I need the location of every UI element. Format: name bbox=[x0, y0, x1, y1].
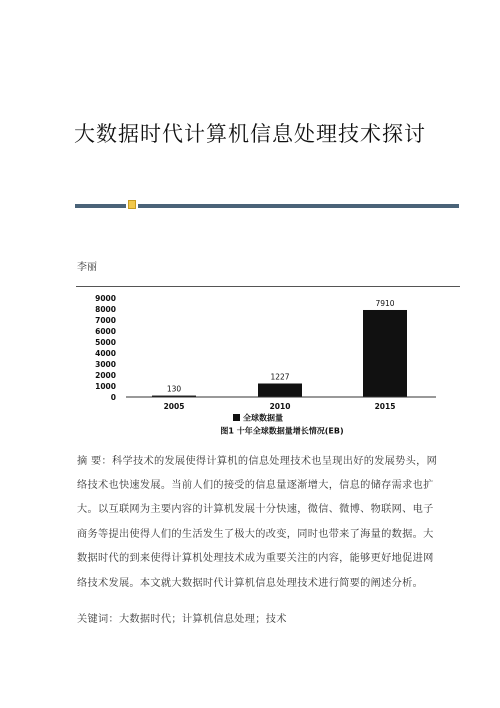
bar-2015 bbox=[363, 310, 407, 397]
abstract-line: 大。以互联网为主要内容的计算机发展十分快速，微信、微博、物联网、电子 bbox=[77, 504, 434, 515]
author-name: 李丽 bbox=[77, 262, 97, 273]
data-label-2015: 7910 bbox=[375, 298, 395, 308]
legend-label: 全球数据量 bbox=[243, 413, 283, 423]
abstract-line: 商务等提出使得人们的生活发生了极大的改变，同时也带来了海量的数据。大 bbox=[77, 529, 434, 540]
y-tick-label: 1000 bbox=[95, 382, 116, 391]
y-tick-label: 6000 bbox=[95, 327, 116, 336]
y-tick-label: 3000 bbox=[95, 360, 116, 369]
figure-chart bbox=[76, 286, 460, 438]
x-tick-label: 2010 bbox=[269, 402, 291, 411]
x-axis-labels bbox=[164, 402, 396, 411]
abstract-line: 数据时代的到来使得计算机处理技术成为重要关注的内容，能够更好地促进网 bbox=[77, 553, 434, 564]
abstract-line: 摘 要：科学技术的发展使得计算机的信息处理技术也呈现出好的发展势头，网 bbox=[77, 456, 438, 467]
bar-2010 bbox=[258, 384, 302, 397]
data-label-2010: 1227 bbox=[270, 372, 290, 382]
abstract-line: 络技术发展。本文就大数据时代计算机信息处理技术进行简要的阐述分析。 bbox=[77, 578, 424, 589]
title-divider bbox=[75, 200, 459, 208]
y-tick-label: 4000 bbox=[95, 349, 116, 358]
bar-chart bbox=[76, 286, 460, 438]
document-title: 大数据时代计算机信息处理技术探讨 bbox=[74, 122, 426, 146]
legend-swatch bbox=[233, 414, 240, 421]
y-tick-label: 0 bbox=[110, 393, 116, 402]
keywords: 关键词：大数据时代；计算机信息处理；技术 bbox=[77, 614, 287, 625]
data-label-2005: 130 bbox=[166, 384, 182, 394]
abstract-line: 络技术也快速发展。当前人们的接受的信息量逐渐增大，信息的储存需求也扩 bbox=[77, 480, 434, 491]
y-tick-label: 5000 bbox=[95, 338, 116, 347]
x-tick-label: 2005 bbox=[163, 402, 185, 411]
x-tick-label: 2015 bbox=[374, 402, 396, 411]
y-tick-label: 8000 bbox=[95, 305, 116, 314]
divider-bar-right bbox=[138, 204, 459, 208]
y-tick-label: 7000 bbox=[95, 316, 116, 325]
y-tick-label: 2000 bbox=[95, 371, 116, 380]
figure-caption: 图1 十年全球数据量增长情况(EB) bbox=[220, 426, 344, 436]
divider-marker-icon bbox=[128, 200, 136, 209]
y-tick-label: 9000 bbox=[95, 294, 116, 303]
chart-bars bbox=[152, 299, 407, 397]
y-axis-ticks bbox=[95, 294, 116, 402]
divider-bar-left bbox=[75, 204, 126, 208]
